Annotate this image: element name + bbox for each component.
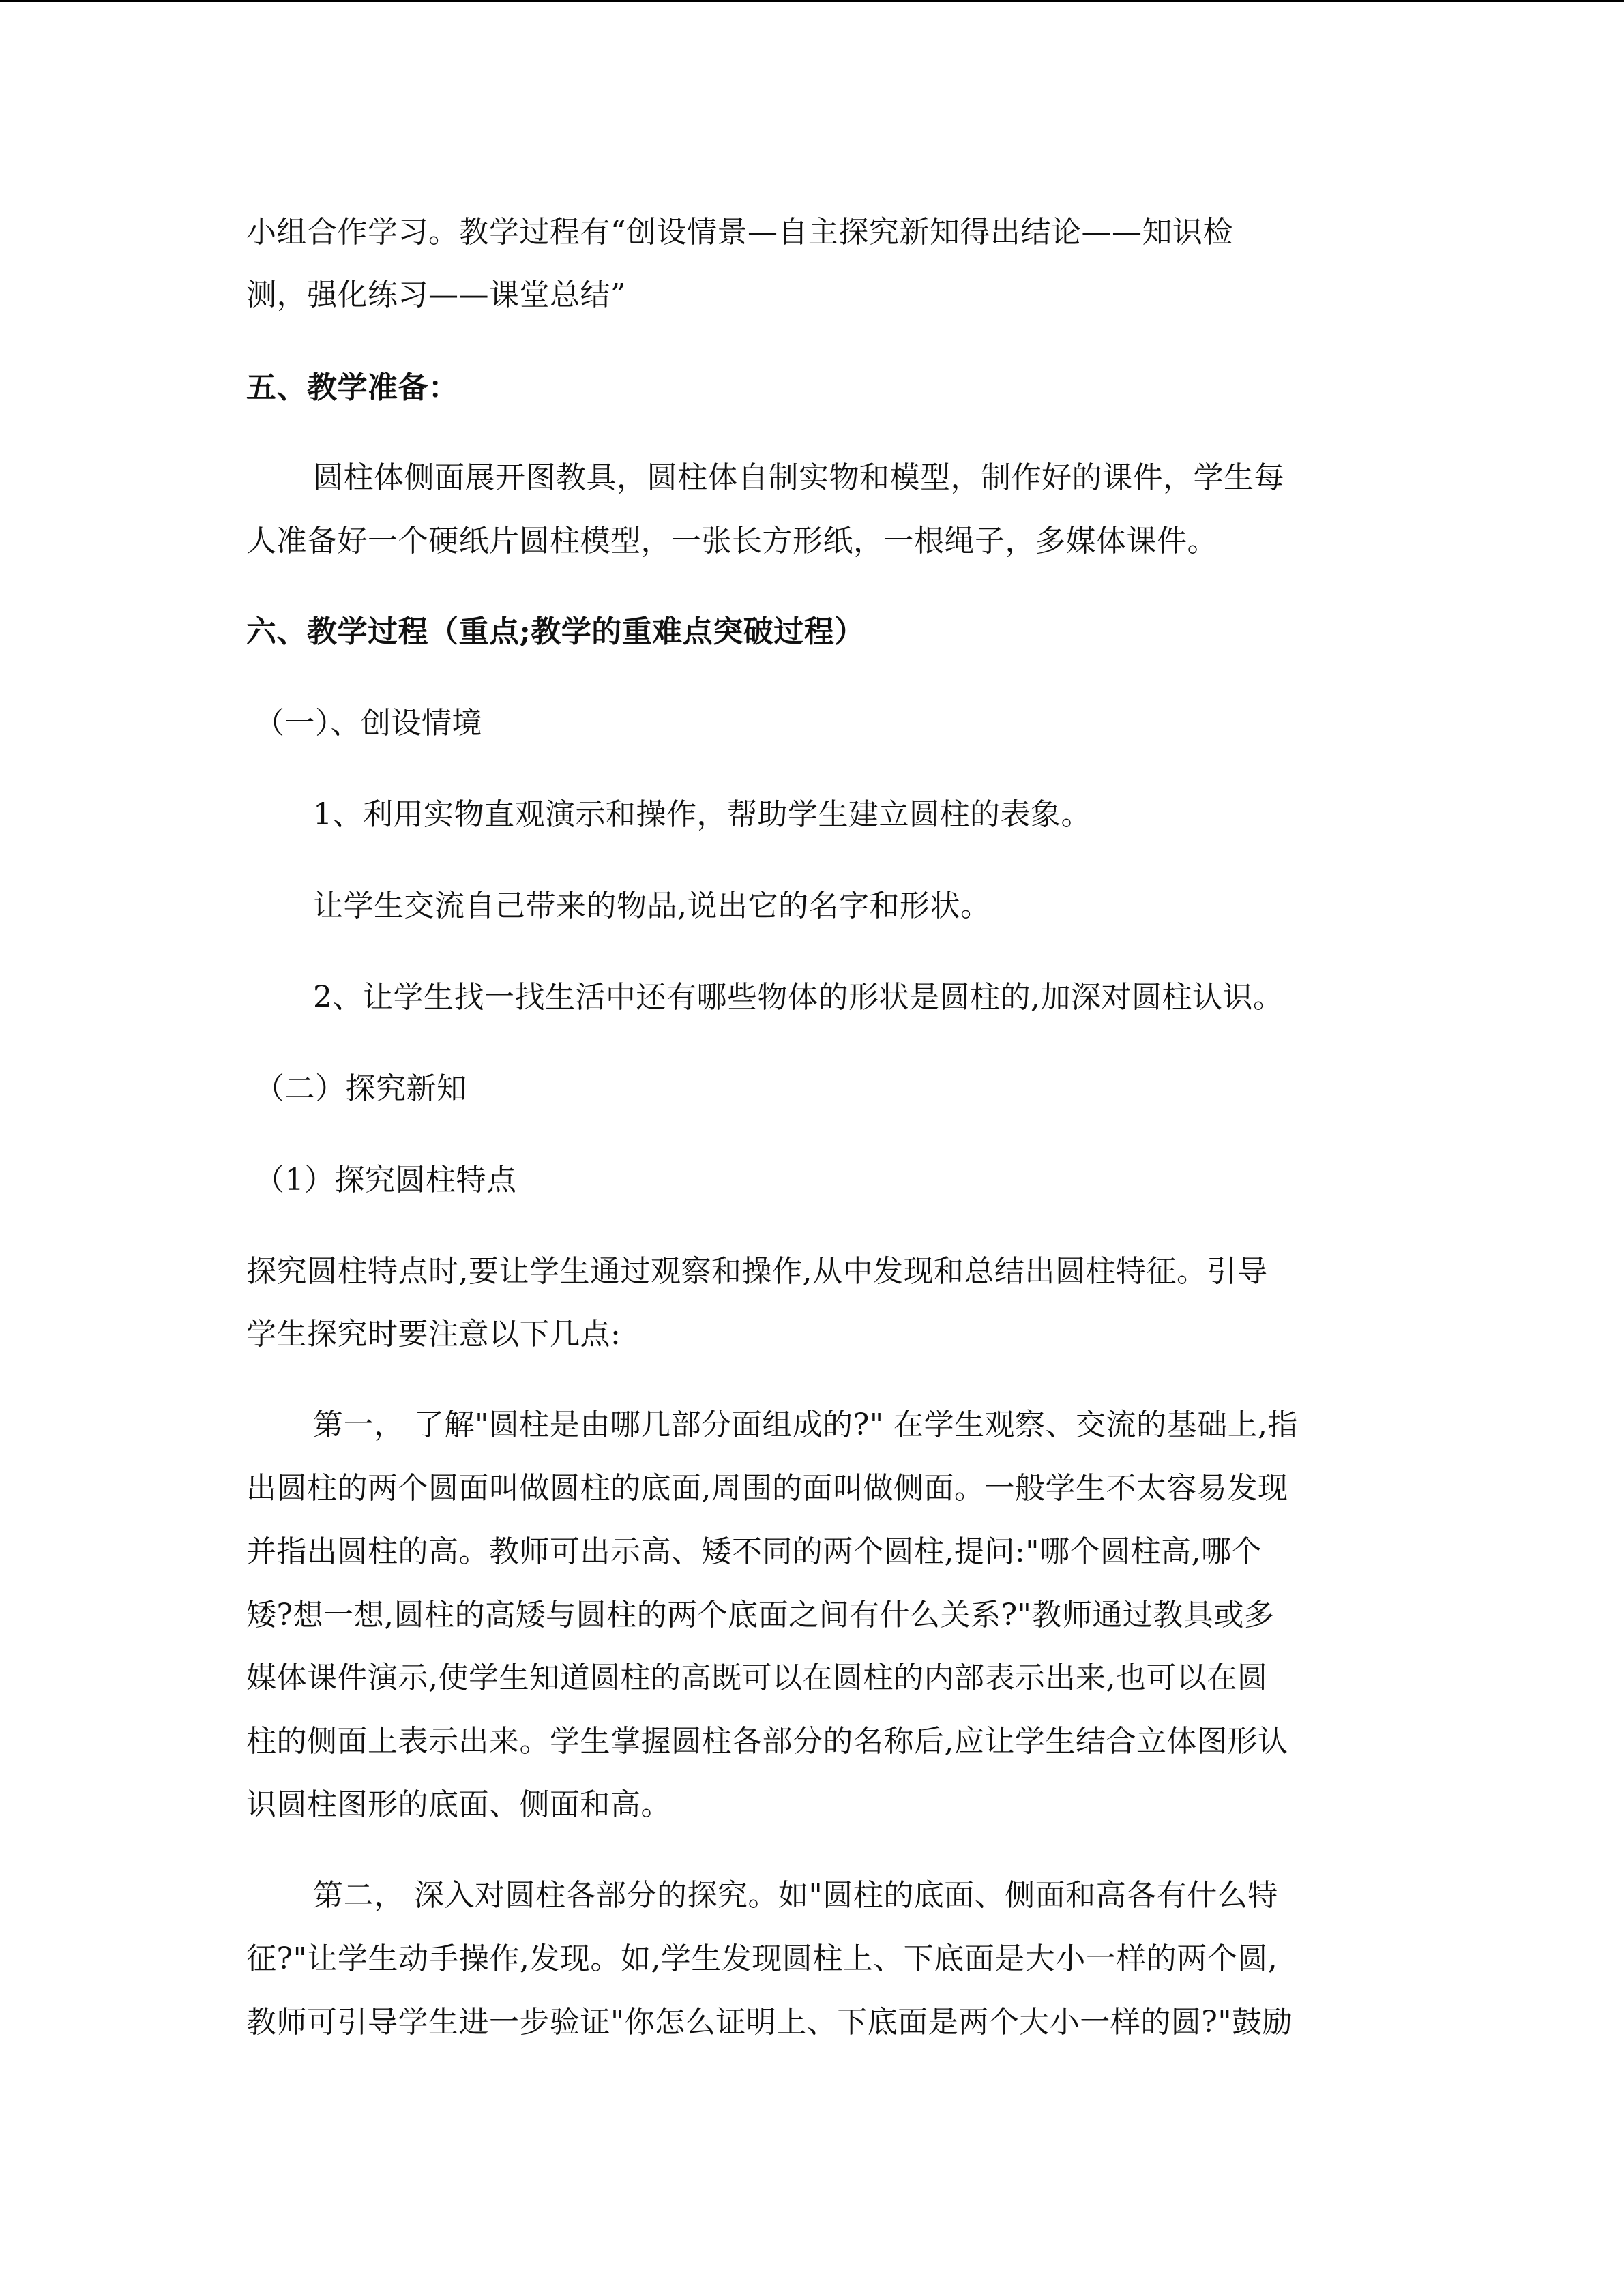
paragraph-line: 第一， 了解"圆柱是由哪几部分面组成的?" 在学生观察、交流的基础上,指 — [313, 1407, 1299, 1442]
paragraph-line: 小组合作学习。教学过程有“创设情景—自主探究新知得出结论——知识检 — [246, 215, 1233, 250]
paragraph-line: 让学生交流自己带来的物品,说出它的名字和形状。 — [313, 889, 991, 923]
paragraph-line: 探究圆柱特点时,要让学生通过观察和操作,从中发现和总结出圆柱特征。引导 — [246, 1254, 1268, 1289]
subheading-explore-new: （二）探究新知 — [254, 1071, 467, 1106]
paragraph-line: 第二， 深入对圆柱各部分的探究。如"圆柱的底面、侧面和高各有什么特 — [313, 1878, 1278, 1913]
paragraph-line: 人准备好一个硬纸片圆柱模型，一张长方形纸，一根绳子，多媒体课件。 — [246, 524, 1217, 558]
paragraph-line: 媒体课件演示,使学生知道圆柱的高既可以在圆柱的内部表示出来,也可以在圆 — [246, 1660, 1268, 1695]
paragraph-line: 圆柱体侧面展开图教具，圆柱体自制实物和模型，制作好的课件，学生每 — [313, 460, 1284, 495]
section-heading-process: 六、教学过程（重点;教学的重难点突破过程） — [246, 614, 865, 649]
paragraph-line: 测，强化练习——课堂总结” — [246, 278, 626, 312]
paragraph-line: 2、让学生找一找生活中还有哪些物体的形状是圆柱的,加深对圆柱认识。 — [313, 980, 1284, 1015]
subheading-create-scenario: （一）、创设情境 — [254, 706, 482, 741]
paragraph-line: 柱的侧面上表示出来。学生掌握圆柱各部分的名称后,应让学生结合立体图形认 — [246, 1724, 1288, 1759]
paragraph-line: 教师可引导学生进一步验证"你怎么证明上、下底面是两个大小一样的圆?"鼓励 — [246, 2005, 1293, 2040]
paragraph-line: 出圆柱的两个圆面叫做圆柱的底面,周围的面叫做侧面。一般学生不太容易发现 — [246, 1471, 1288, 1506]
paragraph-line: 并指出圆柱的高。教师可出示高、矮不同的两个圆柱,提问:"哪个圆柱高,哪个 — [246, 1534, 1263, 1569]
section-heading-preparation: 五、教学准备： — [246, 370, 459, 405]
paragraph-line: 识圆柱图形的底面、侧面和高。 — [246, 1787, 671, 1822]
subheading-cylinder-features: （1）探究圆柱特点 — [254, 1163, 517, 1197]
paragraph-line: 1、利用实物直观演示和操作，帮助学生建立圆柱的表象。 — [313, 797, 1091, 832]
paragraph-line: 征?"让学生动手操作,发现。如,学生发现圆柱上、下底面是大小一样的两个圆, — [246, 1941, 1278, 1976]
paragraph-line: 学生探究时要注意以下几点: — [246, 1317, 621, 1352]
paragraph-line: 矮?想一想,圆柱的高矮与圆柱的两个底面之间有什么关系?"教师通过教具或多 — [246, 1598, 1275, 1632]
